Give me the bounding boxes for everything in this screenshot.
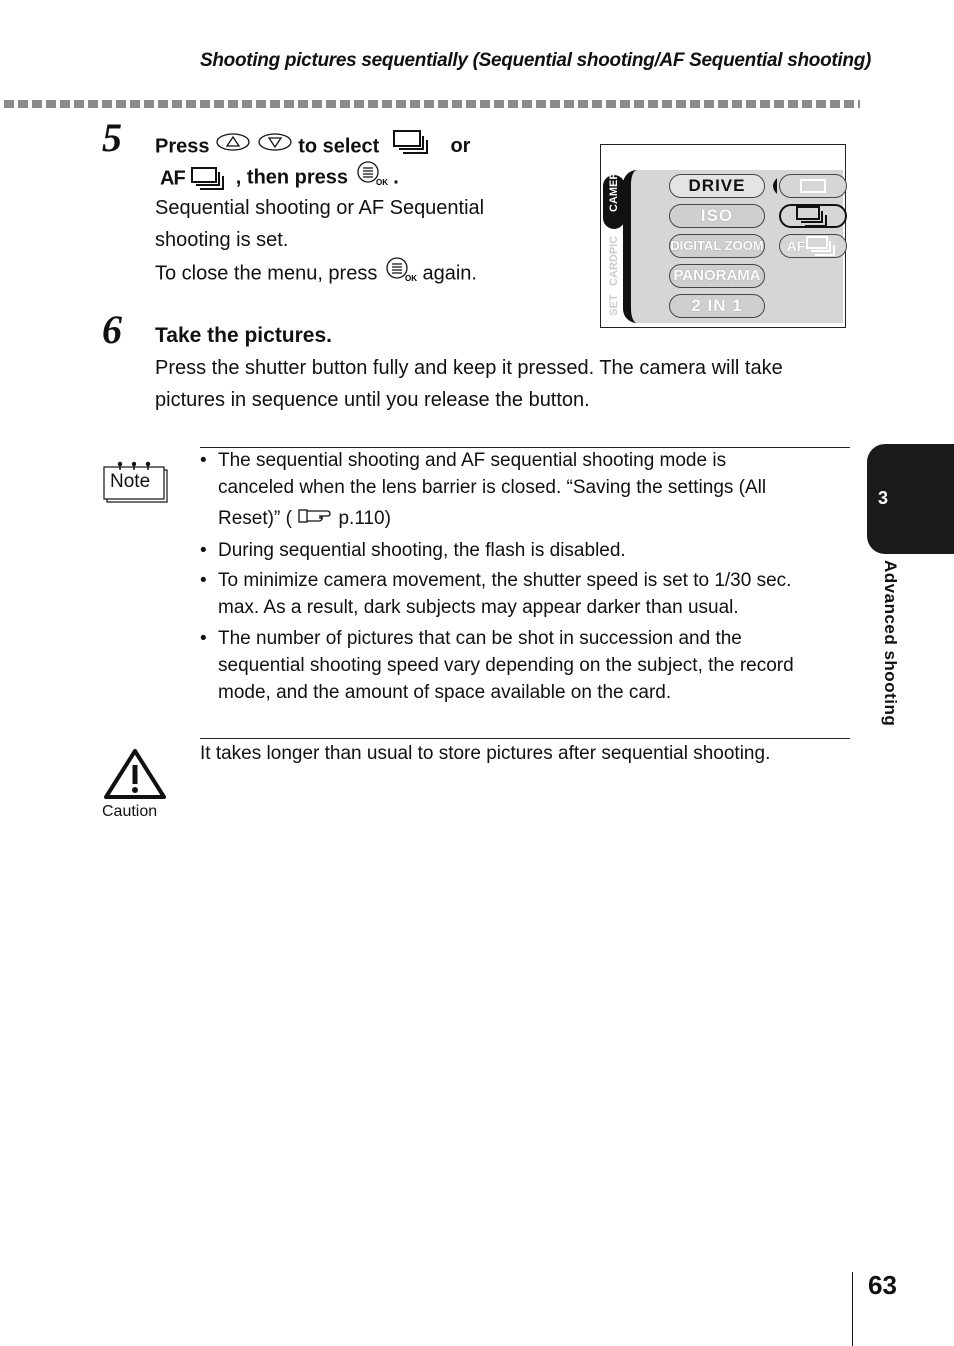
- menu-item-panorama: PANORAMA: [669, 264, 765, 288]
- chapter-number: 3: [878, 488, 889, 508]
- note-bottom-rule: [200, 738, 850, 739]
- camera-menu-tabs: [603, 163, 629, 321]
- note-bullet-1: • The sequential shooting and AF sequential shooting mode is canceled when the lens barrier is closed. “Saving the settings (All Reset)” ( p.110): [200, 447, 850, 533]
- ok-menu-button-icon: [354, 160, 388, 196]
- menu-item-2in1: 2 IN 1: [669, 294, 765, 318]
- tab-card: CARD: [608, 254, 620, 286]
- caution-text: It takes longer than usual to store pictures after sequential shooting.: [200, 743, 771, 764]
- menu-item-digital-zoom: DIGITAL ZOOM: [669, 234, 765, 258]
- option-af-sequential: AF: [779, 234, 847, 258]
- close-post-label: again.: [422, 262, 477, 285]
- page-number-rule: [852, 1272, 853, 1346]
- press-label: Press: [155, 135, 210, 158]
- or-label: or: [450, 135, 471, 158]
- page-header-title: Shooting pictures sequentially (Sequential shooting/AF Sequential shooting): [200, 50, 872, 71]
- svg-text:OK: OK: [404, 274, 417, 282]
- close-pre-label: To close the menu, press: [155, 262, 378, 285]
- note-icon: Note: [102, 458, 170, 506]
- then-press-label: , then press: [235, 166, 349, 189]
- step-5-close-instruction: [155, 256, 477, 292]
- step-6-title: Take the pictures.: [155, 324, 333, 347]
- step-6-number: 6: [102, 307, 122, 352]
- dashed-divider: [4, 100, 860, 108]
- step-5-desc-1: Sequential shooting or AF Sequential: [155, 197, 485, 219]
- up-arrow-button-icon: [215, 131, 251, 163]
- step-6-desc-1: Press the shutter button fully and keep it pressed. The camera will take: [155, 357, 783, 379]
- period-label: .: [393, 166, 399, 189]
- to-select-label: to select: [298, 135, 380, 158]
- menu-item-iso: ISO: [669, 204, 765, 228]
- caution-icon: Caution: [102, 748, 168, 824]
- step-6-desc-2: pictures in sequence until you release the button.: [155, 389, 590, 411]
- camera-menu-panel: [623, 170, 843, 323]
- tab-set: SET: [608, 294, 620, 316]
- camera-menu-screen: [600, 144, 846, 328]
- step-5-number: 5: [102, 115, 122, 160]
- note-bullet-4: • The number of pictures that can be shot in succession and the sequential shooting speed vary depending on the subject, the record mode, and the amount of space available on the card.: [200, 628, 794, 703]
- page-number: 63: [868, 1270, 897, 1300]
- option-sequential: [779, 204, 847, 228]
- step-5-desc-2: shooting is set.: [155, 229, 289, 251]
- note-bullet-2: • During sequential shooting, the flash is disabled.: [200, 540, 626, 561]
- menu-item-drive: DRIVE: [669, 174, 765, 198]
- step-5-line-2: [160, 160, 399, 196]
- pointing-hand-reference-icon: [297, 505, 333, 533]
- down-arrow-button-icon: [257, 131, 293, 163]
- note-bullet-3: • To minimize camera movement, the shutter speed is set to 1/30 sec. max. As a result, dark subjects may appear darker than usual.: [200, 570, 792, 618]
- chapter-title: Advanced shooting: [881, 560, 900, 727]
- svg-text:OK: OK: [375, 178, 388, 186]
- tab-camera: CAMERA: [603, 175, 625, 229]
- ok-menu-button-icon: [383, 256, 417, 292]
- option-single-frame: [779, 174, 847, 198]
- af-sequential-shooting-icon: AF: [160, 162, 230, 195]
- selection-pointer-icon: [769, 178, 777, 194]
- tab-pic: PIC: [608, 235, 620, 255]
